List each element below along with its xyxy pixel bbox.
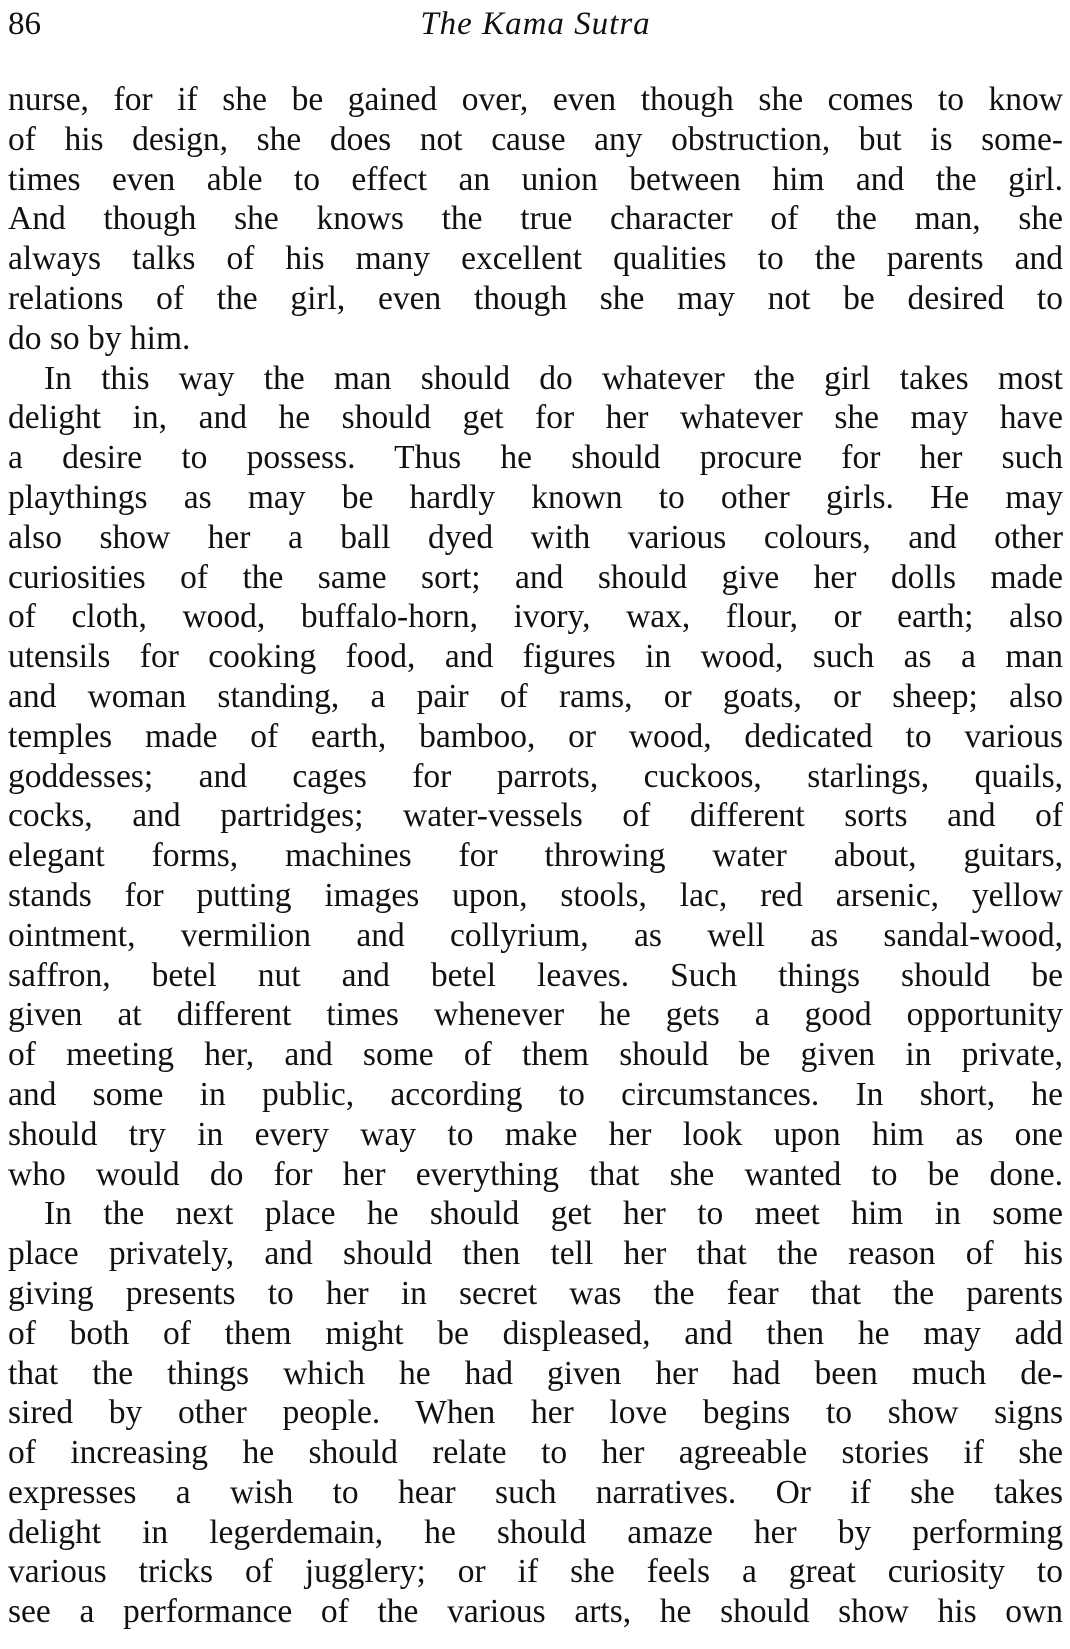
text-line: delight in, and he should get for her whatever she may have bbox=[8, 399, 1063, 437]
text-line: a desire to possess. Thus he should procure for her such bbox=[8, 439, 1063, 477]
text-line: sired by other people. When her love begins to show signs bbox=[8, 1394, 1063, 1432]
text-line: In the next place he should get her to meet him in some bbox=[44, 1195, 1063, 1233]
text-line: cocks, and partridges; water-vessels of different sorts and of bbox=[8, 797, 1063, 835]
text-line: expresses a wish to hear such narratives. Or if she takes bbox=[8, 1473, 1063, 1511]
text-line: and some in public, according to circumstances. In short, he bbox=[8, 1075, 1063, 1113]
text-line: see a performance of the various arts, he should show his own bbox=[8, 1593, 1063, 1631]
text-line: of both of them might be displeased, and then he may add bbox=[8, 1314, 1063, 1352]
text-line: of meeting her, and some of them should be given in private, bbox=[8, 1036, 1063, 1074]
text-line: utensils for cooking food, and figures in wood, such as a man bbox=[8, 638, 1063, 676]
running-title: The Kama Sutra bbox=[420, 6, 651, 42]
text-line: goddesses; and cages for parrots, cuckoos, starlings, quails, bbox=[8, 757, 1063, 795]
text-line: of cloth, wood, buffalo-horn, ivory, wax, flour, or earth; also bbox=[8, 598, 1063, 636]
text-line: who would do for her everything that she wanted to be done. bbox=[8, 1155, 1063, 1193]
text-line: playthings as may be hardly known to other girls. He may bbox=[8, 478, 1063, 516]
text-line: elegant forms, machines for throwing water about, guitars, bbox=[8, 837, 1063, 875]
text-line: curiosities of the same sort; and should give her dolls made bbox=[8, 558, 1063, 596]
text-line: nurse, for if she be gained over, even though she comes to know bbox=[8, 81, 1063, 118]
text-line: In this way the man should do whatever the girl takes most bbox=[44, 359, 1063, 397]
page-number: 86 bbox=[8, 6, 41, 42]
text-line: place privately, and should then tell her that the reason of his bbox=[8, 1235, 1063, 1273]
text-line: And though she knows the true character of the man, she bbox=[8, 200, 1063, 238]
body-text bbox=[8, 80, 1063, 1632]
running-head bbox=[8, 4, 1063, 44]
text-line: of his design, she does not cause any obstruction, but is some- bbox=[8, 120, 1063, 158]
text-line: temples made of earth, bamboo, or wood, dedicated to various bbox=[8, 717, 1063, 755]
text-line: saffron, betel nut and betel leaves. Such things should be bbox=[8, 956, 1063, 994]
text-line: stands for putting images upon, stools, lac, red arsenic, yellow bbox=[8, 876, 1063, 914]
text-line: ointment, vermilion and collyrium, as well as sandal-wood, bbox=[8, 916, 1063, 954]
text-line: do so by him. bbox=[8, 319, 191, 357]
text-line: various tricks of jugglery; or if she feels a great curiosity to bbox=[8, 1553, 1063, 1591]
text-line: relations of the girl, even though she may not be desired to bbox=[8, 279, 1063, 317]
text-line: giving presents to her in secret was the fear that the parents bbox=[8, 1274, 1063, 1312]
text-line: and woman standing, a pair of rams, or goats, or sheep; also bbox=[8, 677, 1063, 715]
text-line: given at different times whenever he gets a good opportunity bbox=[8, 996, 1063, 1034]
text-line: delight in legerdemain, he should amaze her by performing bbox=[8, 1513, 1063, 1551]
text-line: always talks of his many excellent qualities to the parents and bbox=[8, 240, 1063, 278]
text-line: should try in every way to make her look upon him as one bbox=[8, 1115, 1063, 1153]
text-line: of increasing he should relate to her agreeable stories if she bbox=[8, 1434, 1063, 1472]
text-line: that the things which he had given her had been much de- bbox=[8, 1354, 1063, 1392]
text-line: times even able to effect an union between him and the girl. bbox=[8, 160, 1063, 198]
text-line: also show her a ball dyed with various colours, and other bbox=[8, 518, 1063, 556]
